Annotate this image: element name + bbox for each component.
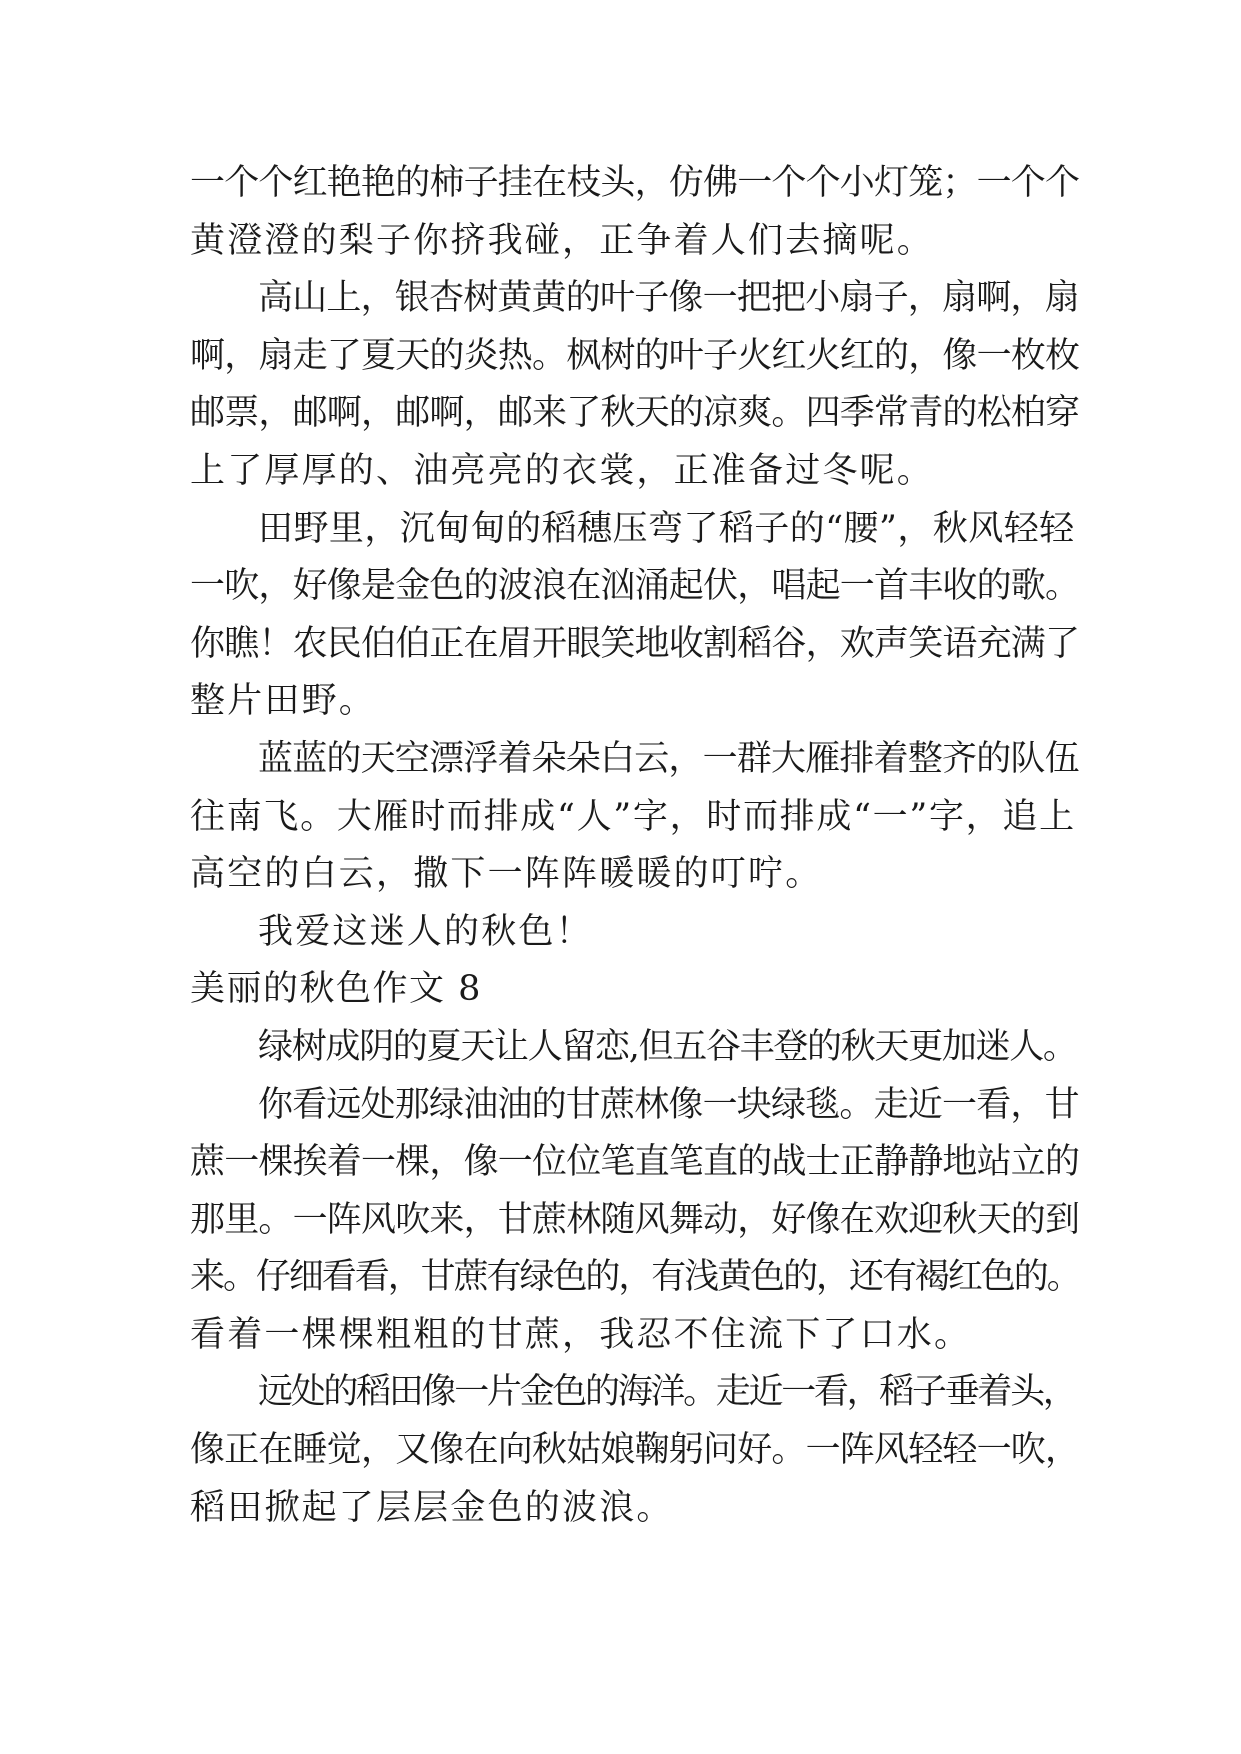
text-line: 稻田掀起了层层金色的波浪。 <box>190 1487 674 1528</box>
text-line: 蓝蓝的天空漂浮着朵朵白云，一群大雁排着整齐的队伍 <box>258 738 1079 779</box>
text-line: 你看远处那绿油油的甘蔗林像一块绿毯。走近一看，甘 <box>258 1084 1079 1125</box>
text-line: 我爱这迷人的秋色！ <box>258 911 593 952</box>
text-line: 那里。一阵风吹来，甘蔗林随风舞动，好像在欢迎秋天的到 <box>190 1199 1080 1240</box>
text-line: 黄澄澄的梨子你挤我碰，正争着人们去摘呢。 <box>190 220 935 261</box>
text-line: 蔗一棵挨着一棵，像一位位笔直笔直的战士正静静地站立的 <box>190 1142 1080 1183</box>
text-line: 啊，扇走了夏天的炎热。枫树的叶子火红火红的，像一枚枚 <box>190 335 1080 376</box>
text-line: 一吹，好像是金色的波浪在汹涌起伏，唱起一首丰收的歌。 <box>190 566 1080 607</box>
text-line: 往南飞。大雁时而排成“人”字，时而排成“一”字，追上 <box>190 796 1076 837</box>
text-line: 一个个红艳艳的柿子挂在枝头，仿佛一个个小灯笼；一个个 <box>190 163 1080 203</box>
text-line: 你瞧！农民伯伯正在眉开眼笑地收割稻谷，欢声笑语充满了 <box>190 623 1080 664</box>
document-body <box>190 155 1080 1537</box>
text-line: 邮票，邮啊，邮啊，邮来了秋天的凉爽。四季常青的松柏穿 <box>190 393 1080 434</box>
text-line: 整片田野。 <box>190 681 377 722</box>
section-heading: 美丽的秋色作文 8 <box>190 969 482 1010</box>
text-line: 像正在睡觉，又像在向秋姑娘鞠躬问好。一阵风轻轻一吹， <box>190 1430 1080 1471</box>
text-line: 绿树成阴的夏天让人留恋,但五谷丰登的秋天更加迷人。 <box>258 1026 1077 1067</box>
text-line: 田野里，沉甸甸的稻穗压弯了稻子的“腰”，秋风轻轻 <box>258 508 1075 549</box>
text-line: 远处的稻田像一片金色的海洋。走近一看，稻子垂着头， <box>258 1372 1076 1413</box>
text-line: 看着一棵棵粗粗的甘蔗，我忍不住流下了口水。 <box>190 1314 972 1355</box>
text-line: 高山上，银杏树黄黄的叶子像一把把小扇子，扇啊，扇 <box>258 278 1079 319</box>
text-line: 高空的白云，撒下一阵阵暖暖的叮咛。 <box>190 854 823 895</box>
text-line: 上了厚厚的、油亮亮的衣裳，正准备过冬呢。 <box>190 450 935 491</box>
text-line: 来。仔细看看，甘蔗有绿色的，有浅黄色的，还有褐红色的。 <box>190 1257 1080 1298</box>
